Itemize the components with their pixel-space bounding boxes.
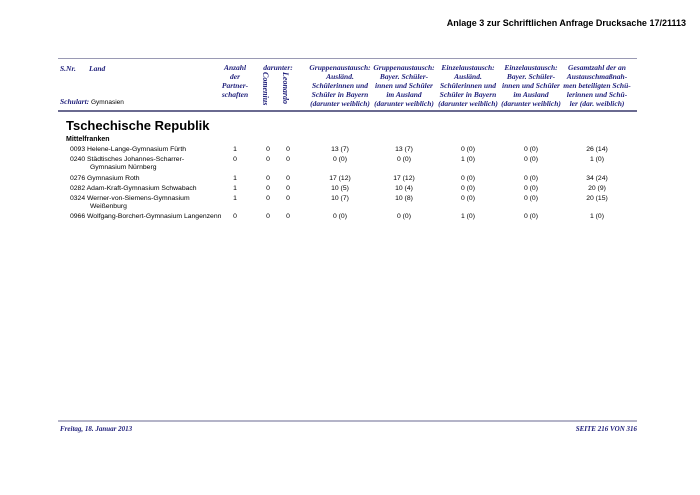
einzel-bay-cell: 0 (0) [524, 156, 538, 163]
einzel-bay-cell: 0 (0) [524, 213, 538, 220]
anzahl-cell: 1 [233, 146, 237, 153]
leonardo-cell: 0 [286, 185, 290, 192]
einzel-ausl-cell: 0 (0) [461, 195, 475, 202]
gruppen-ausl-cell: 17 (12) [329, 175, 351, 182]
header-gruppen-bayer: Gruppenaustausch: Bayer. Schüler- innen und Schüler im Ausland (darunter weiblich) [373, 63, 435, 108]
gruppen-ausl-cell: 0 (0) [333, 156, 347, 163]
gruppen-bay-cell: 0 (0) [397, 156, 411, 163]
gruppen-ausl-cell: 10 (5) [331, 185, 349, 192]
anzahl-cell: 0 [233, 213, 237, 220]
leonardo-cell: 0 [286, 195, 290, 202]
schulart-value: Gymnasien [91, 99, 124, 106]
school-name: 0966 Wolfgang-Borchert-Gymnasium Langenzenn [70, 213, 222, 220]
einzel-ausl-cell: 0 (0) [461, 185, 475, 192]
anzahl-cell: 1 [233, 185, 237, 192]
school-name: 0093 Helene-Lange-Gymnasium Fürth [70, 146, 186, 153]
schulart-label: Schulart: [60, 97, 90, 106]
gesamt-cell: 34 (24) [586, 175, 608, 182]
footer-rule [58, 420, 637, 422]
gruppen-ausl-cell: 0 (0) [333, 213, 347, 220]
gesamt-cell: 1 (0) [590, 156, 604, 163]
header-bottom-rule [58, 110, 637, 112]
einzel-bay-cell: 0 (0) [524, 195, 538, 202]
region-title: Mittelfranken [66, 136, 110, 143]
document-reference: Anlage 3 zur Schriftlichen Anfrage Drucksache 17/21113 [446, 18, 686, 28]
einzel-ausl-cell: 0 (0) [461, 175, 475, 182]
gruppen-bay-cell: 10 (4) [395, 185, 413, 192]
header-gesamt: Gesamtzahl der an Austauschmaßnah- men beteiligten Schü- lerinnen und Schü- ler (dar. weiblich) [563, 63, 631, 108]
gruppen-bay-cell: 13 (7) [395, 146, 413, 153]
header-darunter: darunter: [263, 63, 293, 72]
table-row [0, 156, 700, 176]
comenius-cell: 0 [266, 146, 270, 153]
school-name: 0282 Adam-Kraft-Gymnasium Schwabach [70, 185, 197, 192]
comenius-cell: 0 [266, 213, 270, 220]
header-snr: S.Nr. [60, 64, 76, 73]
gesamt-cell: 1 (0) [590, 213, 604, 220]
gruppen-bay-cell: 17 (12) [393, 175, 415, 182]
gesamt-cell: 20 (9) [588, 185, 606, 192]
einzel-bay-cell: 0 (0) [524, 146, 538, 153]
einzel-ausl-cell: 0 (0) [461, 146, 475, 153]
comenius-cell: 0 [266, 185, 270, 192]
country-title: Tschechische Republik [66, 118, 210, 133]
school-name: 0240 Städtisches Johannes-Scharrer- Gymnasium Nürnberg [70, 156, 185, 171]
einzel-bay-cell: 0 (0) [524, 185, 538, 192]
anzahl-cell: 1 [233, 175, 237, 182]
header-land: Land [89, 64, 106, 73]
einzel-ausl-cell: 1 (0) [461, 156, 475, 163]
gruppen-bay-cell: 0 (0) [397, 213, 411, 220]
table-row [0, 213, 700, 233]
table-row [0, 195, 700, 215]
comenius-cell: 0 [266, 175, 270, 182]
header-gruppen-auslaender: Gruppenaustausch: Ausländ. Schülerinnen und Schüler in Bayern (darunter weiblich) [309, 63, 371, 108]
gesamt-cell: 26 (14) [586, 146, 608, 153]
gesamt-cell: 20 (15) [586, 195, 608, 202]
gruppen-ausl-cell: 10 (7) [331, 195, 349, 202]
einzel-ausl-cell: 1 (0) [461, 213, 475, 220]
leonardo-cell: 0 [286, 146, 290, 153]
gruppen-ausl-cell: 13 (7) [331, 146, 349, 153]
footer-page-number: SEITE 216 VON 316 [575, 425, 637, 433]
footer-date: Freitag, 18. Januar 2013 [60, 425, 133, 433]
header-comenius: Comenius [261, 72, 270, 106]
einzel-bay-cell: 0 (0) [524, 175, 538, 182]
leonardo-cell: 0 [286, 175, 290, 182]
school-name: 0324 Werner-von-Siemens-Gymnasium Weißenburg [70, 195, 190, 210]
comenius-cell: 0 [266, 195, 270, 202]
anzahl-cell: 0 [233, 156, 237, 163]
anzahl-cell: 1 [233, 195, 237, 202]
header-leonardo: Leonardo [281, 72, 290, 104]
header-einzel-auslaender: Einzelaustausch: Ausländ. Schülerinnen und Schüler in Bayern (darunter weiblich) [438, 63, 498, 108]
header-top-rule [58, 58, 637, 59]
header-einzel-bayer: Einzelaustausch: Bayer. Schüler- innen und Schüler im Ausland (darunter weiblich) [501, 63, 561, 108]
schulart [60, 97, 124, 106]
leonardo-cell: 0 [286, 156, 290, 163]
gruppen-bay-cell: 10 (8) [395, 195, 413, 202]
leonardo-cell: 0 [286, 213, 290, 220]
header-anzahl: Anzahl der Partner- schaften [221, 63, 249, 99]
comenius-cell: 0 [266, 156, 270, 163]
school-name: 0276 Gymnasium Roth [70, 175, 140, 182]
